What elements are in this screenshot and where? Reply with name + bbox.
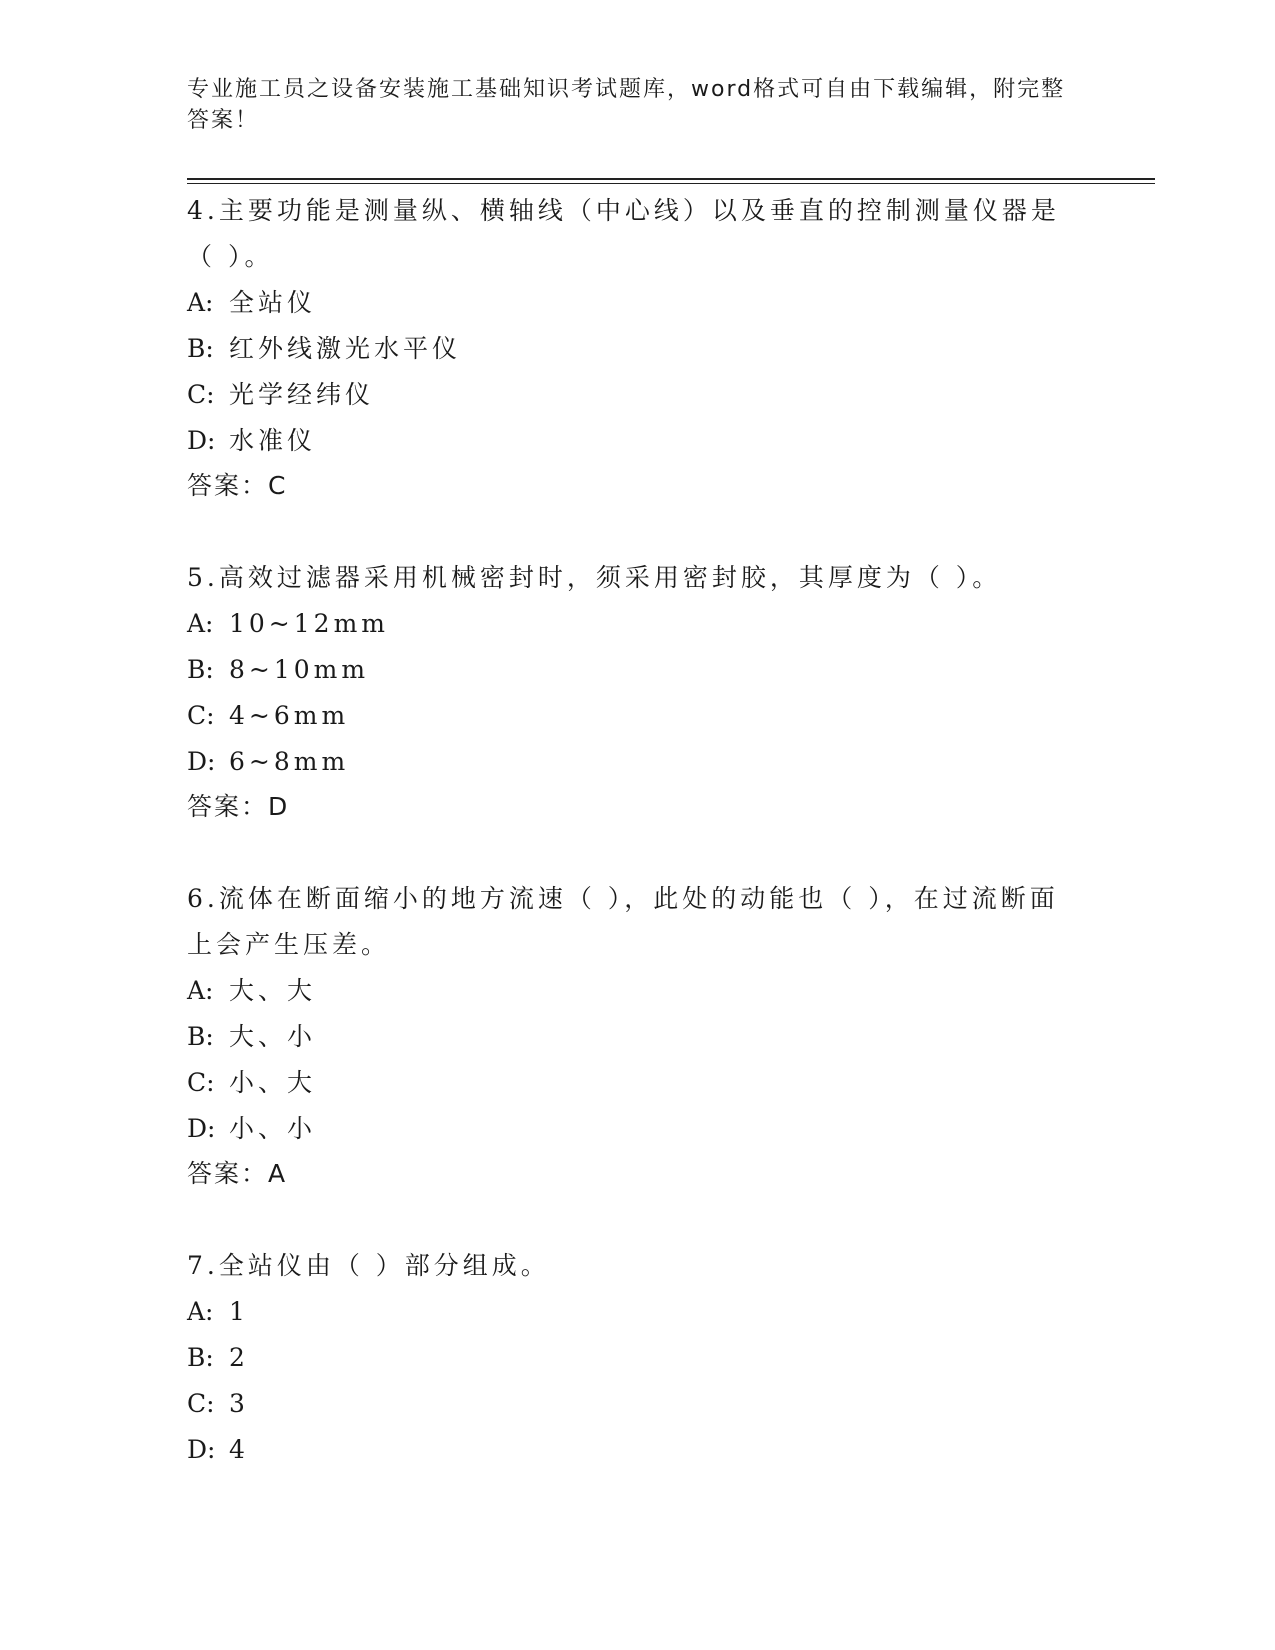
- option-text: 光学经纬仪: [229, 380, 375, 409]
- option-a: [187, 601, 1067, 647]
- option-key: B:: [187, 1022, 214, 1051]
- question-5: [187, 555, 1067, 829]
- option-text: 大、大: [229, 976, 317, 1005]
- option-key: D:: [187, 747, 216, 776]
- option-key: C:: [187, 380, 215, 409]
- option-text: 4~6mm: [229, 701, 350, 730]
- question-text: 7.全站仪由（ ）部分组成。: [187, 1251, 550, 1280]
- option-a: [187, 1289, 1067, 1335]
- option-key: D:: [187, 1435, 216, 1464]
- question-6: [187, 876, 1067, 1196]
- option-text: 小、小: [229, 1114, 317, 1143]
- option-d: [187, 739, 1067, 785]
- option-key: A:: [187, 976, 214, 1005]
- option-text: 红外线激光水平仪: [229, 334, 462, 363]
- question-text: 6.流体在断面缩小的地方流速（ ），此处的动能也（ ），在过流断面上会产生压差。: [187, 884, 1059, 959]
- answer-line: 答案：D: [187, 792, 290, 821]
- option-c: [187, 1381, 1067, 1427]
- option-c: [187, 372, 1067, 418]
- option-key: B:: [187, 1343, 214, 1372]
- document-title: 专业施工员之设备安装施工基础知识考试题库，word格式可自由下载编辑，附完整答案！: [187, 77, 1066, 133]
- question-4: [187, 188, 1067, 508]
- option-text: 大、小: [229, 1022, 317, 1051]
- option-key: C:: [187, 1068, 215, 1097]
- question-text: 4.主要功能是测量纵、横轴线（中心线）以及垂直的控制测量仪器是（ ）。: [187, 196, 1060, 271]
- option-a: [187, 968, 1067, 1014]
- option-text: 2: [229, 1343, 249, 1372]
- option-text: 1: [229, 1297, 249, 1326]
- question-text: 5.高效过滤器采用机械密封时，须采用密封胶，其厚度为（ ）。: [187, 563, 1002, 592]
- option-text: 10~12mm: [229, 609, 389, 638]
- option-key: B:: [187, 655, 214, 684]
- option-b: [187, 647, 1067, 693]
- option-b: [187, 1335, 1067, 1381]
- option-text: 8~10mm: [229, 655, 370, 684]
- option-text: 全站仪: [229, 288, 317, 317]
- option-d: [187, 1106, 1067, 1152]
- option-key: C:: [187, 701, 215, 730]
- header-divider-thin: [187, 183, 1155, 184]
- option-c: [187, 693, 1067, 739]
- option-key: D:: [187, 1114, 216, 1143]
- option-b: [187, 1014, 1067, 1060]
- option-text: 小、大: [229, 1068, 317, 1097]
- option-key: A:: [187, 288, 214, 317]
- option-d: [187, 1427, 1067, 1473]
- option-a: [187, 280, 1067, 326]
- option-key: B:: [187, 334, 214, 363]
- option-key: D:: [187, 426, 216, 455]
- header-divider-thick: [187, 178, 1155, 180]
- option-key: C:: [187, 1389, 215, 1418]
- answer-line: 答案：A: [187, 1159, 288, 1188]
- option-c: [187, 1060, 1067, 1106]
- question-7: [187, 1243, 1067, 1473]
- option-text: 水准仪: [229, 426, 317, 455]
- answer-line: 答案：C: [187, 471, 288, 500]
- option-d: [187, 418, 1067, 464]
- option-text: 4: [229, 1435, 249, 1464]
- option-key: A:: [187, 1297, 214, 1326]
- option-b: [187, 326, 1067, 372]
- option-text: 6~8mm: [229, 747, 350, 776]
- option-key: A:: [187, 609, 214, 638]
- option-text: 3: [229, 1389, 249, 1418]
